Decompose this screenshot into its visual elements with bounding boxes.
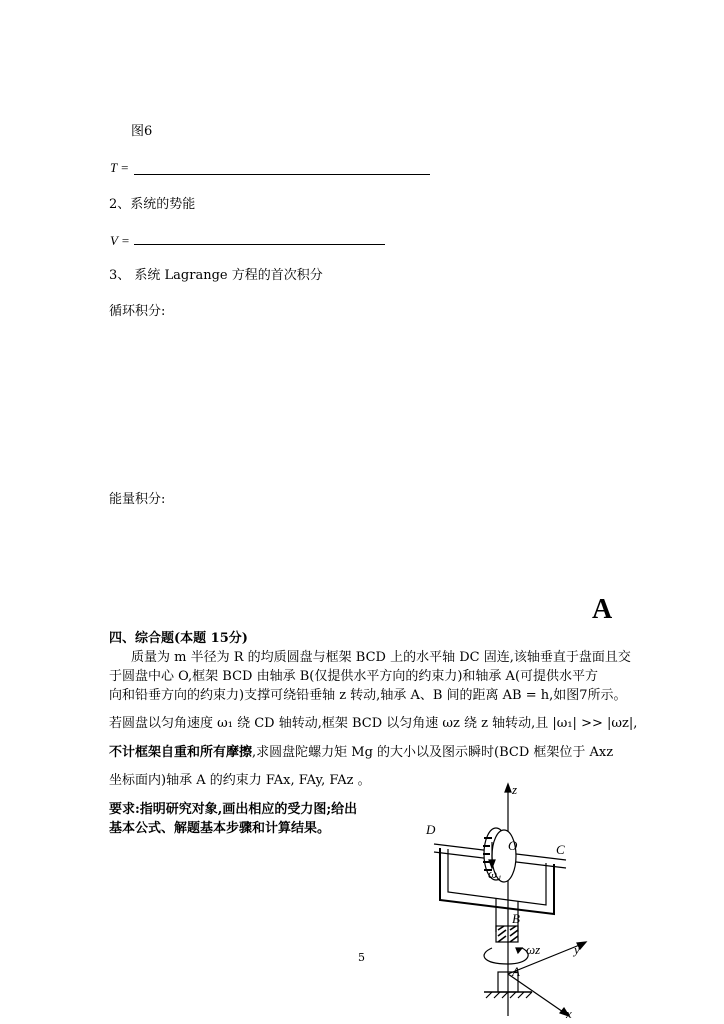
gyroscope-frame-figure — [426, 782, 602, 1021]
section-heading: 四、综合题(本题 15分) — [109, 631, 248, 646]
problem-line-4: 若圆盘以匀角速度 ω₁ 绕 CD 轴转动,框架 BCD 以匀角速 ωz 绕 z 轴转动,且 |ω₁| >> |ωz|, — [109, 716, 638, 731]
problem-line-6: 坐标面内)轴承 A 的约束力 FAx, FAy, FAz 。 — [109, 773, 371, 788]
figure-caption: 图6 — [131, 124, 153, 139]
problem-line-5-rest: ,求圆盘陀螺力矩 Mg 的大小以及图示瞬时(BCD 框架位于 Axz — [252, 745, 614, 760]
ground-hatch — [486, 992, 532, 998]
label-omegaz: ωz — [526, 942, 541, 957]
problem-line-2: 于圆盘中心 O,框架 BCD 由轴承 B(仅提供水平方向的约束力)和轴承 A(可提供水平方 — [109, 669, 599, 684]
kinetic-energy-blank — [134, 174, 430, 175]
item-3-first-integrals: 3、 系统 Lagrange 方程的首次积分 — [109, 268, 323, 283]
label-y: y — [574, 942, 580, 957]
energy-integral-label: 能量积分: — [109, 492, 166, 507]
problem-line-1: 质量为 m 半径为 R 的均质圆盘与框架 BCD 上的水平轴 DC 固连,该轴垂直于盘面且交 — [131, 650, 631, 665]
label-d: D — [426, 822, 436, 837]
potential-energy-label: V = — [110, 233, 130, 248]
problem-line-3: 向和铅垂方向的约束力)支撑可绕铅垂轴 z 转动,轴承 A、B 间的距离 AB = h,如图7所示。 — [109, 688, 627, 703]
label-x: x — [566, 1006, 572, 1021]
label-a: A — [512, 964, 520, 979]
z-axis-arrowhead — [505, 784, 511, 792]
requirement-line-1: 要求:指明研究对象,画出相应的受力图;给出 — [109, 802, 358, 817]
label-omega1: ω₁ — [488, 866, 502, 881]
item-2-potential-energy: 2、系统的势能 — [109, 197, 196, 212]
page-number: 5 — [358, 951, 365, 964]
problem-line-5 — [109, 745, 613, 761]
label-b: B — [512, 911, 520, 926]
no-friction-emphasis: 不计框架自重和所有摩擦 — [109, 745, 253, 760]
label-o: O — [508, 838, 518, 853]
label-c: C — [556, 842, 565, 857]
cyclic-integral-label: 循环积分: — [109, 304, 166, 319]
omegaz-rotation-arc — [484, 948, 528, 964]
x-axis — [508, 974, 566, 1014]
exam-version-letter: A — [592, 594, 613, 625]
omegaz-arrowhead — [516, 948, 522, 953]
kinetic-energy-label: T = — [110, 160, 130, 175]
potential-energy-blank — [134, 244, 385, 245]
label-z: z — [512, 782, 518, 797]
requirement-line-2: 基本公式、解题基本步骤和计算结果。 — [109, 821, 331, 836]
